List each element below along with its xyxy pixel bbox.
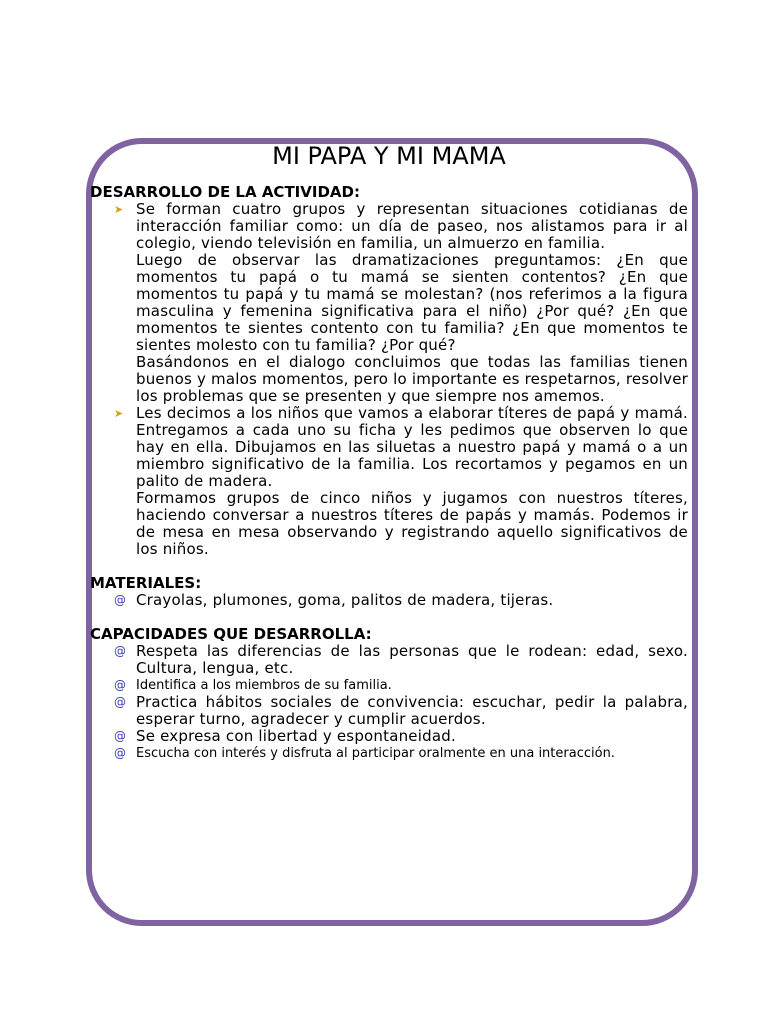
section-heading-desarrollo: DESARROLLO DE LA ACTIVIDAD:: [90, 183, 360, 201]
paragraph: Identifica a los miembros de su familia.: [136, 678, 392, 693]
swirl-bullet-icon: @: [114, 593, 126, 607]
swirl-bullet-icon: @: [114, 695, 126, 709]
document-title: MI PAPA Y MI MAMA: [272, 142, 506, 170]
paragraph: Se expresa con libertad y espontaneidad.: [136, 727, 456, 745]
paragraph: Respeta las diferencias de las personas que le rodean: edad, sexo. Cultura, lengua, etc.: [136, 642, 688, 677]
capacidades-list: [90, 643, 688, 762]
list-item: [90, 201, 688, 405]
paragraph: Practica hábitos sociales de convivencia: escuchar, pedir la palabra, esperar turno, agradecer y cumplir acuerdos.: [136, 693, 688, 728]
list-item: [90, 728, 688, 745]
list-item: [90, 405, 688, 558]
swirl-bullet-icon: @: [114, 729, 126, 743]
list-item: [90, 592, 688, 609]
list-item: [90, 745, 688, 762]
paragraph: Formamos grupos de cinco niños y jugamos con nuestros títeres, haciendo conversar a nuestros títeres de papás y mamás. Podemos ir de mesa en mesa observando y registrando aquello significativos de los niños.: [136, 489, 688, 558]
swirl-bullet-icon: @: [114, 746, 126, 760]
section-heading-capacidades: CAPACIDADES QUE DESARROLLA:: [90, 625, 372, 643]
swirl-bullet-icon: @: [114, 644, 126, 658]
paragraph: Se forman cuatro grupos y representan situaciones cotidianas de interacción familiar como: un día de paseo, nos alistamos para ir al colegio, viendo televisión en familia, un almuerzo en familia.: [136, 200, 688, 252]
desarrollo-list: [90, 201, 688, 558]
paragraph: Escucha con interés y disfruta al participar oralmente en una interacción.: [136, 746, 615, 761]
paragraph: Basándonos en el dialogo concluimos que todas las familias tienen buenos y malos momentos, pero lo importante es respetarnos, resolver los problemas que se presenten y que siempre nos amemos.: [136, 353, 688, 405]
paragraph: Les decimos a los niños que vamos a elaborar títeres de papá y mamá. Entregamos a cada uno su ficha y les pedimos que observen lo que hay en ella. Dibujamos en las siluetas a nuestro papá y mamá o a un miembro significativo de la familia. Los recortamos y pegamos en un palito de madera.: [136, 404, 688, 490]
list-item: [90, 694, 688, 728]
section-heading-materiales: MATERIALES:: [90, 574, 202, 592]
swirl-bullet-icon: @: [114, 678, 126, 692]
materiales-list: [90, 592, 688, 609]
list-item: [90, 643, 688, 677]
document-content: [90, 140, 688, 762]
arrow-bullet-icon: ➤: [114, 203, 124, 216]
paragraph: Luego de observar las dramatizaciones preguntamos: ¿En que momentos tu papá o tu mamá se sienten contentos? ¿En que momentos tu papá y tu mamá se molestan? (nos referimos a la figura masculina y femenina significativa para el niño) ¿Por qué? ¿En que momentos te sientes contento con tu familia? ¿En que momentos te sientes molesto con tu familia? ¿Por qué?: [136, 251, 688, 354]
arrow-bullet-icon: ➤: [114, 407, 124, 420]
paragraph: Crayolas, plumones, goma, palitos de madera, tijeras.: [136, 591, 554, 609]
list-item: [90, 677, 688, 694]
